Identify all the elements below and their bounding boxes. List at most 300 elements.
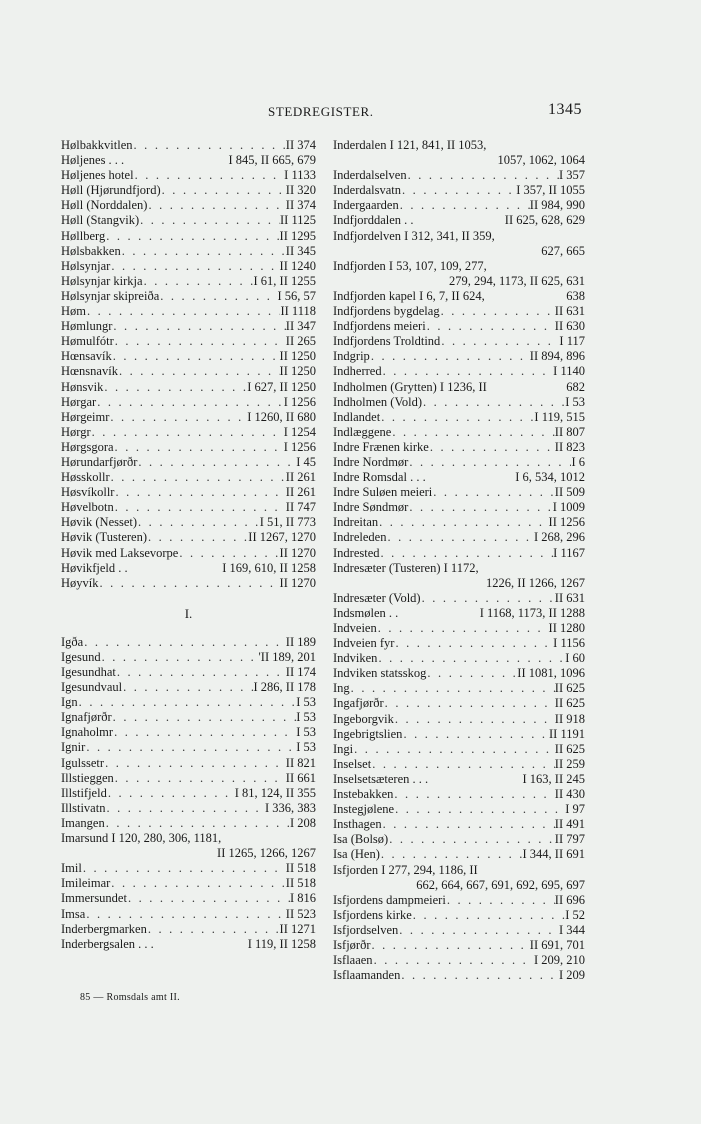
entry-name: Hølsynjar kirkja (61, 273, 143, 288)
entry-name: Inselsetsæteren . . . (333, 771, 429, 786)
page-number: 1345 (548, 101, 582, 118)
entry-name: Indre Søndmør (333, 500, 409, 515)
entry-reference: I 286, II 178 (253, 680, 316, 695)
entry-reference: I 1167 (553, 545, 585, 560)
entry-reference: II 661 (285, 770, 316, 785)
index-entry (61, 289, 316, 304)
entry-name: Ingeborgvik (333, 711, 394, 726)
leader-dots (402, 727, 549, 742)
leader-dots (110, 259, 279, 274)
leader-dots (103, 380, 247, 395)
leader-dots (86, 304, 280, 319)
index-entry (61, 349, 316, 364)
entry-name: Indre Suløen meieri (333, 485, 433, 500)
index-entry (333, 470, 585, 485)
leader-dots (107, 786, 235, 801)
index-entry (61, 364, 316, 379)
leader-dots (401, 183, 516, 198)
entry-reference: II 509 (554, 485, 585, 500)
entry-reference: I 1256 (283, 439, 316, 454)
entry-name: Ignaholmr (61, 725, 114, 740)
entry-reference: I 81, 124, II 355 (234, 785, 316, 800)
leader-dots (96, 395, 284, 410)
leader-dots (384, 696, 555, 711)
entry-reference: II 625, 628, 629 (504, 213, 585, 228)
entry-name: Igða (61, 634, 84, 649)
leader-dots (114, 334, 286, 349)
leader-dots (134, 168, 285, 183)
leader-dots (112, 710, 297, 725)
entry-reference: I 357 (558, 168, 585, 183)
entry-name: Inderdalen I 121, 841, II 1053, (333, 138, 487, 152)
index-entry (61, 861, 316, 876)
leader-dots (386, 530, 534, 545)
index-entry (61, 500, 316, 515)
index-entry (61, 515, 316, 530)
entry-name: Hølsynjar skipreiða (61, 288, 160, 303)
entry-reference: II 1280 (548, 621, 585, 635)
entry-reference: II 1271 (279, 921, 316, 936)
leader-dots (112, 349, 280, 364)
leader-dots (370, 349, 530, 364)
index-column-right (333, 138, 585, 983)
entry-name: Igesundvaul (61, 680, 123, 695)
index-entry (333, 863, 585, 878)
index-entry (333, 832, 585, 847)
entry-reference: II 625 (554, 681, 585, 696)
index-entry (61, 831, 316, 846)
entry-reference: II 1081, 1096 (517, 666, 585, 681)
index-entry (61, 530, 316, 545)
entry-name: Isflaaen (333, 953, 373, 968)
leader-dots (394, 802, 565, 817)
leader-dots (85, 740, 296, 755)
leader-dots (350, 681, 555, 696)
entry-reference: I 45 (296, 454, 316, 469)
index-entry (333, 229, 585, 244)
index-entry (61, 801, 316, 816)
entry-name: Inderbergsalen . . . (61, 936, 154, 951)
leader-dots (380, 410, 534, 425)
leader-dots (147, 922, 280, 937)
leader-dots (114, 771, 286, 786)
entry-name: Inderdalsvatn (333, 183, 402, 198)
entry-name: Hølbakkvitlen (61, 138, 133, 152)
index-entry (61, 695, 316, 710)
entry-name: Høvik (Nesset) (61, 515, 138, 530)
index-entry (61, 710, 316, 725)
index-entry (333, 591, 585, 606)
entry-name: Indveien fyr (333, 636, 395, 651)
leader-dots (137, 455, 296, 470)
entry-reference: I 119, 515 (534, 409, 585, 424)
entry-name: Indfjordens meieri (333, 319, 426, 334)
index-entry (61, 410, 316, 425)
entry-name: Ingi (333, 741, 354, 756)
leader-dots (382, 817, 555, 832)
entry-reference: I 816 (289, 891, 316, 906)
leader-dots (380, 847, 523, 862)
index-entry-continuation (333, 576, 585, 591)
entry-name: Ign (61, 695, 78, 710)
leader-dots (112, 319, 285, 334)
entry-name: Igesund (61, 649, 101, 664)
entry-name: Hørgsgora (61, 439, 114, 454)
entry-name: Illstieggen (61, 770, 114, 785)
leader-dots (122, 680, 253, 695)
leader-dots (408, 455, 571, 470)
index-entry (333, 802, 585, 817)
entry-name: Høvik (Tusteren) (61, 530, 147, 545)
entry-reference: II 1295 (279, 228, 316, 243)
entry-reference: I 209 (558, 968, 585, 983)
entry-reference: I 1254 (283, 424, 316, 439)
entry-reference: I 344 (558, 922, 585, 937)
entry-name: Hølsynjar (61, 258, 111, 273)
entry-name: Indlæggene (333, 424, 392, 439)
leader-dots (407, 168, 559, 183)
index-entry (61, 876, 316, 891)
index-entry (333, 380, 585, 395)
footer-signature: 85 — Romsdals amt II. (80, 992, 180, 1003)
entry-name: Ing (333, 681, 350, 696)
leader-dots (421, 591, 555, 606)
entry-name: Høm (61, 304, 86, 319)
leader-dots (426, 666, 517, 681)
leader-dots (91, 425, 284, 440)
entry-reference: II 518 (285, 876, 316, 891)
entry-name: Indergaarden (333, 198, 399, 213)
leader-dots (143, 274, 254, 289)
entry-name: Indfjorddalen . . (333, 213, 414, 228)
index-entry (333, 757, 585, 772)
index-entry (61, 153, 316, 168)
leader-dots (371, 938, 530, 953)
entry-reference: II 1125 (280, 213, 316, 228)
entry-reference: I 627, II 1250 (247, 379, 316, 394)
entry-name: Instegjølene (333, 802, 395, 817)
index-entry (333, 168, 585, 183)
entry-name: Hømlungr (61, 319, 113, 334)
leader-dots (116, 665, 286, 680)
leader-dots (109, 410, 247, 425)
index-entry (61, 304, 316, 319)
entry-reference: I 169, 610, II 1258 (222, 560, 316, 575)
entry-reference: II 189 (285, 634, 316, 649)
entry-reference: II 320 (285, 183, 316, 198)
entry-name: Hømulfótr (61, 334, 114, 349)
index-entry (61, 786, 316, 801)
entry-name: Igesundhat (61, 665, 116, 679)
entry-name: Indgrip (333, 349, 370, 364)
entry-name: Imileimar (61, 876, 111, 891)
entry-reference: I 53 (296, 695, 316, 710)
index-entry (333, 908, 585, 923)
entry-reference: I 344, II 691 (522, 847, 585, 862)
entry-reference: I 357, II 1055 (516, 183, 585, 198)
leader-dots (127, 891, 290, 906)
entry-reference: II 347 (285, 319, 316, 334)
entry-name: Indfjordens bygdelag (333, 304, 440, 319)
entry-name: Indreleden (333, 530, 387, 545)
entry-reference: II 1240 (279, 258, 316, 273)
entry-name: Høll (Norddalen) (61, 198, 148, 213)
entry-reference: 662, 664, 667, 691, 692, 695, 697 (416, 877, 585, 892)
entry-name: Høvelbotn (61, 500, 114, 515)
entry-reference: II 1265, 1266, 1267 (217, 846, 316, 861)
index-entry (61, 259, 316, 274)
entry-reference: II 174 (285, 665, 316, 679)
entry-reference: II 374 (285, 138, 316, 152)
entry-name: Høljenes . . . (61, 153, 125, 168)
entry-reference: II 918 (554, 711, 585, 726)
entry-name: Indfjorden kapel I 6, 7, II 624, (333, 288, 485, 303)
entry-name: Indholmen (Grytten) I 1236, II (333, 379, 487, 394)
index-entry (61, 183, 316, 198)
index-entry (61, 229, 316, 244)
index-entry (333, 561, 585, 576)
entry-name: Høllberg (61, 228, 106, 243)
index-entry (333, 440, 585, 455)
entry-reference: I 1256 (283, 394, 316, 409)
index-entry (61, 168, 316, 183)
leader-dots (101, 650, 259, 665)
entry-name: Hørgeimr (61, 409, 110, 424)
entry-reference: II 625 (554, 696, 585, 711)
index-entry (333, 183, 585, 198)
entry-name: Ingebrigtslien (333, 726, 403, 741)
index-entry (333, 304, 585, 319)
index-column-left (61, 138, 316, 952)
entry-reference: I 53 (296, 725, 316, 740)
entry-reference: I 53 (296, 740, 316, 755)
entry-reference: I 97 (565, 802, 585, 817)
entry-name: Indresæter (Tusteren) I 1172, (333, 560, 479, 575)
index-entry (333, 455, 585, 470)
entry-reference: I 56, 57 (277, 288, 316, 303)
entry-reference: I 209, 210 (533, 953, 585, 968)
entry-name: Hølsbakken (61, 243, 121, 258)
leader-dots (422, 395, 565, 410)
entry-reference: II 1250 (279, 364, 316, 379)
leader-dots (400, 968, 559, 983)
leader-dots (393, 787, 554, 802)
entry-name: Høll (Hjørundfjord) (61, 183, 161, 198)
index-entry (333, 968, 585, 983)
index-list-i-right (333, 138, 585, 983)
index-entry (333, 259, 585, 274)
entry-reference: 'II 189, 201 (258, 649, 316, 664)
entry-name: Hœnsnavík (61, 364, 118, 379)
entry-name: Hœnsavík (61, 349, 112, 364)
index-entry (333, 621, 585, 636)
index-entry (333, 289, 585, 304)
entry-reference: I 163, II 245 (522, 771, 585, 786)
entry-reference: I 208 (289, 815, 316, 830)
entry-reference: I 119, II 1258 (247, 936, 316, 951)
entry-reference: II 374 (285, 198, 316, 213)
index-entry (333, 787, 585, 802)
leader-dots (446, 893, 555, 908)
leader-dots (380, 546, 554, 561)
entry-name: Høvikfjeld . . (61, 560, 128, 575)
leader-dots (394, 636, 553, 651)
index-list-h (61, 138, 316, 591)
entry-name: Hørundarfjørðr (61, 454, 138, 469)
index-entry (333, 213, 585, 228)
leader-dots (432, 485, 555, 500)
leader-dots (429, 440, 555, 455)
entry-reference: 627, 665 (541, 243, 585, 258)
leader-dots (178, 546, 279, 561)
entry-name: Imil (61, 861, 82, 876)
entry-reference: I 52 (565, 907, 585, 922)
entry-reference: I 1009 (552, 500, 585, 515)
entry-reference: II 259 (554, 756, 585, 771)
index-entry (333, 349, 585, 364)
entry-reference: II 821 (285, 755, 316, 770)
entry-name: Isfjorden I 277, 294, 1186, II (333, 862, 478, 877)
index-entry (333, 198, 585, 213)
entry-reference: II 625 (554, 741, 585, 756)
index-entry (333, 485, 585, 500)
index-entry (333, 364, 585, 379)
leader-dots (398, 923, 559, 938)
entry-reference: I 117 (559, 334, 585, 349)
index-entry (61, 334, 316, 349)
index-entry (333, 727, 585, 742)
entry-reference: II 491 (554, 817, 585, 832)
leader-dots (378, 515, 548, 530)
entry-name: Insthagen (333, 817, 382, 832)
index-entry (61, 546, 316, 561)
entry-name: Ignir (61, 740, 86, 755)
entry-name: Indfjordens Troldtind (333, 334, 441, 349)
entry-name: Imsa (61, 906, 86, 921)
entry-reference: II 696 (554, 892, 585, 907)
index-entry (333, 712, 585, 727)
entry-name: Høll (Stangvik) (61, 213, 140, 228)
entry-name: Indviken statsskog (333, 666, 427, 681)
leader-dots (373, 953, 534, 968)
index-entry (61, 937, 316, 952)
entry-reference: I 61, II 1255 (253, 273, 316, 288)
entry-reference: II 518 (285, 861, 316, 876)
entry-name: Hørgr (61, 424, 91, 439)
leader-dots (118, 364, 280, 379)
entry-name: Ingafjørðr (333, 696, 384, 711)
index-entry (333, 636, 585, 651)
entry-name: Imangen (61, 815, 105, 830)
entry-reference: II 807 (554, 424, 585, 439)
entry-name: Høljenes hotel (61, 168, 134, 183)
leader-dots (105, 816, 290, 831)
entry-reference: I 53 (565, 394, 585, 409)
leader-dots (114, 440, 284, 455)
index-entry (61, 816, 316, 831)
leader-dots (114, 500, 286, 515)
entry-name: Isflaamanden (333, 968, 401, 983)
entry-reference: II 823 (554, 439, 585, 454)
entry-reference: II 630 (554, 319, 585, 334)
entry-name: Hørgar (61, 394, 97, 409)
entry-reference: 638 (566, 288, 585, 303)
entry-name: Høsskollr (61, 470, 110, 485)
entry-name: Imarsund I 120, 280, 306, 1181, (61, 831, 222, 846)
index-entry (61, 740, 316, 755)
index-entry (333, 319, 585, 334)
entry-name: Ignafjørðr (61, 710, 112, 725)
leader-dots (391, 425, 554, 440)
index-entry-continuation (333, 244, 585, 259)
entry-name: Indveien (333, 621, 377, 635)
entry-name: Indre Frænen kirke (333, 439, 429, 454)
index-entry (333, 893, 585, 908)
index-entry (61, 274, 316, 289)
entry-name: Høyvík (61, 575, 99, 590)
entry-reference: II 261 (285, 470, 316, 485)
entry-reference: II 1191 (549, 726, 585, 741)
index-entry (61, 756, 316, 771)
index-entry (61, 907, 316, 922)
leader-dots (139, 213, 280, 228)
entry-name: Indre Nordmør (333, 454, 409, 469)
leader-dots (137, 515, 260, 530)
index-entry (333, 138, 585, 153)
leader-dots (110, 876, 286, 891)
entry-reference: II 345 (285, 243, 316, 258)
entry-reference: II 747 (285, 500, 316, 515)
entry-reference: I 336, 383 (264, 800, 316, 815)
index-list-i-left (61, 635, 316, 952)
entry-name: Indholmen (Vold) (333, 394, 422, 409)
leader-dots (83, 635, 286, 650)
entry-name: Inderdalselven (333, 168, 407, 183)
index-entry (333, 334, 585, 349)
leader-dots (85, 907, 285, 922)
leader-dots (408, 500, 552, 515)
entry-reference: I 51, II 773 (259, 515, 316, 530)
entry-name: Indre Romsdal . . . (333, 470, 426, 485)
entry-reference: II 523 (285, 906, 316, 921)
entry-name: Indherred (333, 364, 382, 379)
index-entry (61, 470, 316, 485)
entry-reference: II 1270 (279, 545, 316, 560)
entry-name: Indreitan (333, 515, 379, 530)
index-entry-continuation (333, 878, 585, 893)
leader-dots (388, 832, 555, 847)
entry-reference: II 1118 (280, 304, 316, 319)
index-entry (61, 665, 316, 680)
entry-reference: I 1140 (553, 364, 585, 379)
entry-name: Illstivatn (61, 800, 106, 815)
entry-name: Indlandet (333, 409, 381, 424)
entry-reference: I 1133 (284, 168, 316, 183)
leader-dots (105, 229, 279, 244)
entry-name: Indfjorden I 53, 107, 109, 277, (333, 258, 487, 273)
entry-name: Instebakken (333, 787, 394, 802)
leader-dots (440, 334, 559, 349)
leader-dots (104, 756, 286, 771)
index-entry (61, 725, 316, 740)
leader-dots (114, 485, 285, 500)
entry-name: Indfjordelven I 312, 341, II 359, (333, 228, 495, 243)
entry-name: Isfjordens dampmeieri (333, 892, 446, 907)
entry-reference: II 1270 (279, 575, 316, 590)
entry-reference: II 797 (554, 832, 585, 847)
entry-name: Inderbergmarken (61, 921, 147, 936)
index-entry (333, 666, 585, 681)
